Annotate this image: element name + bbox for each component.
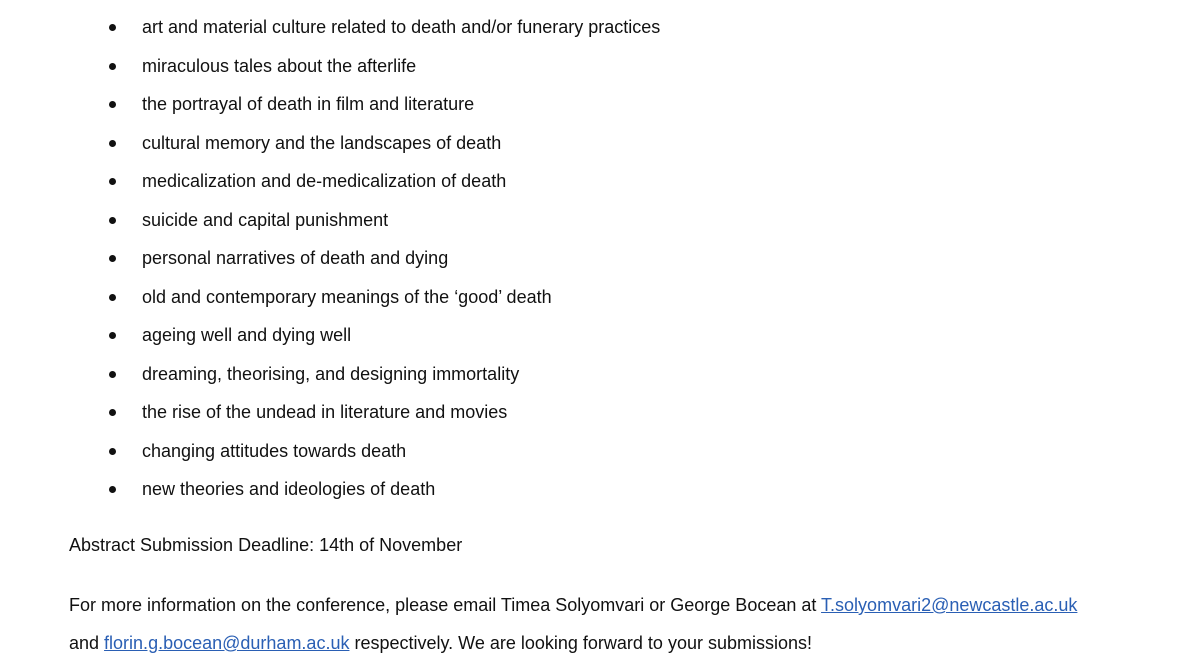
topic-text: new theories and ideologies of death	[142, 479, 436, 499]
bullet-icon	[109, 140, 116, 147]
contact-line-2	[69, 624, 1077, 662]
bullet-icon	[109, 217, 116, 224]
bullet-icon	[109, 63, 116, 70]
bullet-icon	[109, 24, 116, 31]
topic-text: miraculous tales about the afterlife	[142, 55, 417, 76]
contact-text: respectively. We are looking forward to your submissions!	[349, 633, 812, 653]
bullet-icon	[109, 409, 116, 416]
topic-text: personal narratives of death and dying	[142, 248, 449, 268]
topic-text: the rise of the undead in literature and movies	[142, 402, 508, 422]
email-link-durham[interactable]: florin.g.bocean@durham.ac.uk	[104, 633, 350, 653]
topic-text: suicide and capital punishment	[142, 209, 389, 230]
bullet-icon	[109, 178, 116, 185]
bullet-icon	[109, 332, 116, 339]
contact-line-1	[69, 586, 1077, 624]
topic-text: old and contemporary meanings of the ‘good’ death	[142, 286, 552, 307]
bullet-icon	[109, 255, 116, 262]
topic-text: medicalization and de-medicalization of death	[142, 171, 507, 191]
bullet-icon	[109, 371, 116, 378]
topic-text: ageing well and dying well	[142, 325, 352, 345]
topic-text: changing attitudes towards death	[142, 440, 407, 461]
contact-text: and	[69, 633, 105, 653]
email-link-newcastle[interactable]: T.solyomvari2@newcastle.ac.uk	[821, 595, 1078, 615]
contact-paragraph	[69, 586, 1077, 662]
contact-text: For more information on the conference, please email Timea Solyomvari or George Bocean at	[69, 595, 822, 615]
submission-deadline: Abstract Submission Deadline: 14th of November	[69, 535, 463, 555]
topic-text: dreaming, theorising, and designing immortality	[142, 363, 520, 384]
topic-text: art and material culture related to death and/or funerary practices	[142, 17, 661, 37]
topic-text: the portrayal of death in film and literature	[142, 94, 475, 114]
bullet-icon	[109, 448, 116, 455]
bullet-icon	[109, 101, 116, 108]
bullet-icon	[109, 486, 116, 493]
topic-text: cultural memory and the landscapes of death	[142, 132, 502, 153]
bullet-icon	[109, 294, 116, 301]
